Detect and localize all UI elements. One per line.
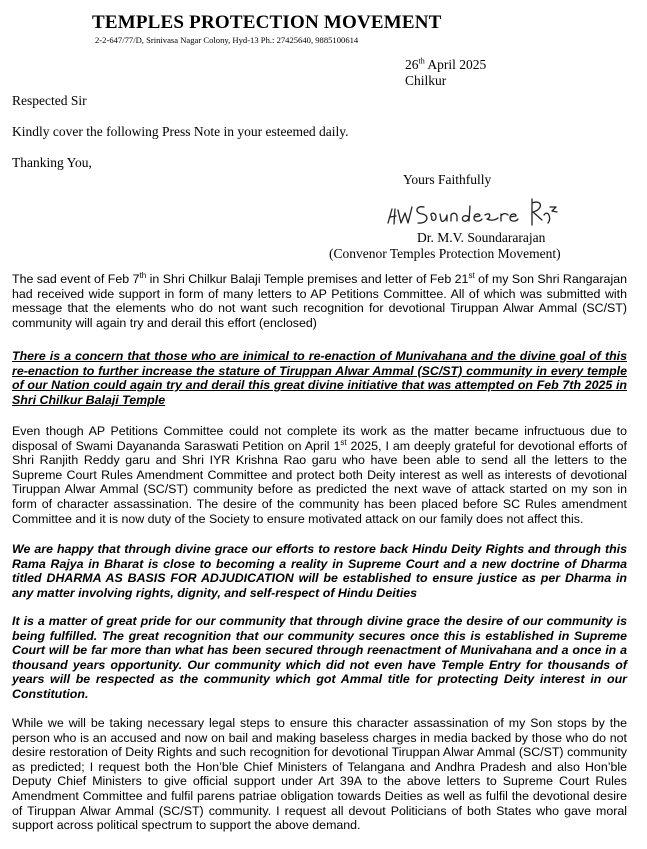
- paragraph-petitions-committee: [12, 424, 627, 526]
- closing-line: Yours Faithfully: [403, 172, 492, 187]
- organization-name: TEMPLES PROTECTION MOVEMENT: [92, 12, 442, 33]
- signer-name: Dr. M.V. Soundararajan: [417, 230, 546, 245]
- organization-address: 2-2-647/77/D, Srinivasa Nagar Colony, Hyd-13 Ph.: 27425640, 9885100614: [95, 35, 359, 45]
- p1-sup-2: st: [468, 270, 475, 280]
- paragraph-concern: There is a concern that those who are inimical to re-enaction of Munivahana and the divine goal of this re-enaction to further increase the stature of Tiruppan Alwar Ammal (SC/ST) community in every temple of our Nation could again try and derail this great divine initiative that was attempted on Feb 7th 2025 in Shri Chilkur Balaji Temple: [12, 349, 627, 407]
- salutation: Respected Sir: [12, 93, 87, 108]
- letter-date: [405, 57, 486, 73]
- request-line: Kindly cover the following Press Note in your esteemed daily.: [12, 124, 349, 139]
- date-rest: April 2025: [424, 57, 487, 72]
- date-day: 26: [405, 57, 419, 72]
- p3-sup: st: [340, 437, 347, 447]
- paragraph-community-pride: It is a matter of great pride for our community that through divine grace the desire of our community is being fulfilled. The great recognition that our community secures once this is established in Supreme Court will be far more than what has been secured through reenactment of Munivahana and a once in a thousand years opportunity. Our community which did not even have Temple Entry for thousands of years will be respected as the community which got Ammal title for protecting Deity interest in our Constitution.: [12, 614, 627, 701]
- p1-text-a: The sad event of Feb 7: [12, 272, 140, 286]
- paragraph-request: While we will be taking necessary legal steps to ensure this character assassination of my Son stops by the person who is an accused and now on bail and making baseless charges in media backed by those who do not desire restoration of Deity Rights and such recognition for devotional Tiruppan Alwar Ammal (SC/ST) community as predicted; I request both the Hon’ble Chief Ministers of Telangana and Andhra Pradesh and also Hon’ble Deputy Chief Ministers to give official support under Art 39A to the above letters to Supreme Court Rules Amendment Committee and fulfil parens patriae obligation towards Deities as well as fulfil the devotional desire of Tiruppan Alwar Ammal (SC/ST) community. I request all devout Politicians of both States who gave moral support across political spectrum to support the above demand.: [12, 716, 627, 833]
- letter-place: Chilkur: [405, 73, 447, 88]
- signer-title: (Convenor Temples Protection Movement): [329, 246, 561, 261]
- p1-sup-1: th: [139, 270, 147, 280]
- p1-text-b: in Shri Chilkur Balaji Temple premises and letter of Feb 21: [146, 272, 469, 286]
- handwritten-signature: [384, 193, 566, 233]
- paragraph-deity-rights: We are happy that through divine grace our efforts to restore back Hindu Deity Rights and through this Rama Rajya in Bharat is close to becoming a reality in Supreme Court and a new doctrine of Dharma titled DHARMA AS BASIS FOR ADJUDICATION will be established to ensure justice as per Dharma in any matter involving rights, dignity, and self-respect of Hindu Deities: [12, 542, 627, 600]
- p3-text-b: 2025, I am deeply grateful for devotional efforts of Shri Ranjith Reddy garu and Shri IYR Krishna Rao garu who have been able to send all the letters to the Supreme Court Rules Amendment Committee and protect both Deity interest as well as interests of devotional Tiruppan Alwar Ammal (SC/ST) community before as predicted the next wave of attack started on my son in form of character assassination. The desire of the community has been placed before SC Rules amendment Committee and it is now duty of the Society to ensure motivated attack on our family does not affect this.: [12, 438, 627, 526]
- paragraph-chilkur-event: [12, 272, 627, 330]
- p1-text-c: of my Son Shri Rangarajan had received wide support in form of many letters to AP Petitions Committee. All of which was submitted with message that the elements who do not want such recognition for devotional Tiruppan Alwar Ammal (SC/ST) community will again try and derail this effort (enclosed): [12, 272, 627, 330]
- thanking-line: Thanking You,: [12, 155, 92, 170]
- date-suffix: th: [418, 56, 425, 66]
- p3-text-a: Even though AP Petitions Committee could not complete its work as the matter became infructuous due to disposal of Swami Dayananda Saraswati Petition on April 1: [12, 424, 627, 453]
